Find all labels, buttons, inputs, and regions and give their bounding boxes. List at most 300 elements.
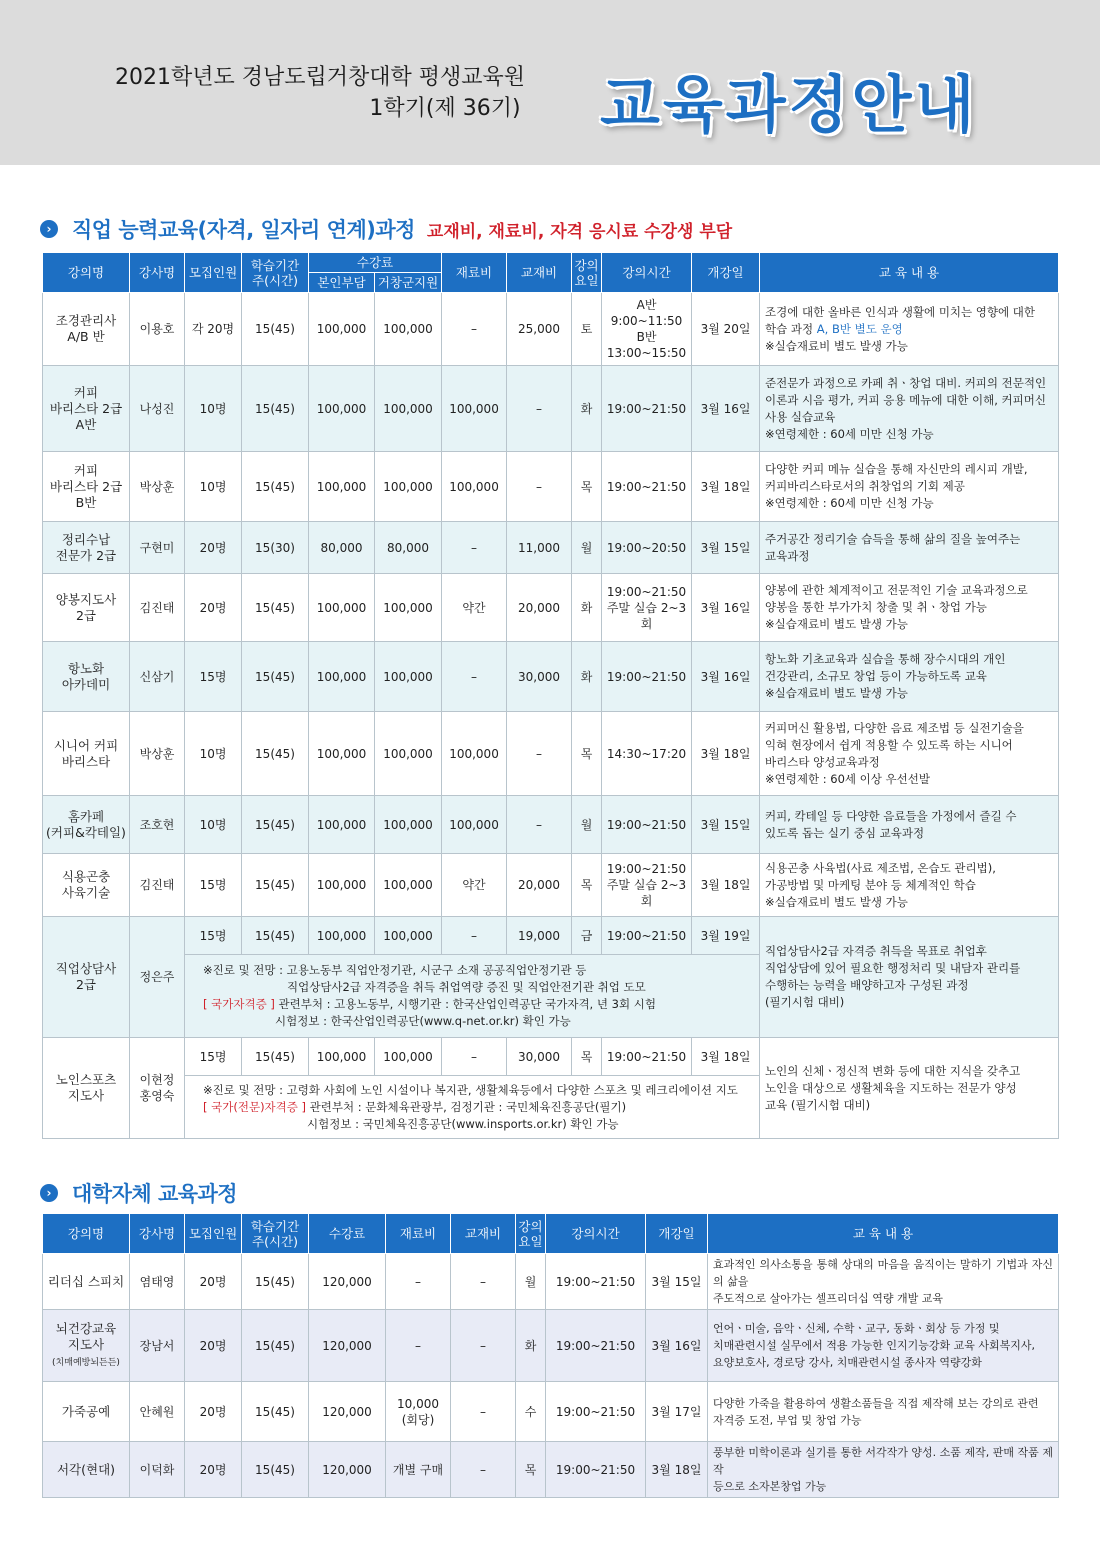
description-line: 건강관리, 소규모 창업 등이 가능하도록 교육 — [765, 669, 987, 683]
material-fee: – — [442, 642, 507, 712]
col-textbook: 교재비 — [507, 253, 572, 293]
study-period: 15(45) — [242, 452, 309, 522]
class-time — [602, 293, 692, 366]
description-line: ※실습재료비 별도 발생 가능 — [765, 894, 908, 909]
fee-self: 80,000 — [309, 522, 375, 574]
course-name — [43, 452, 130, 522]
class-time-line: 19:00~21:50 — [606, 817, 687, 832]
capacity: 10명 — [185, 366, 242, 452]
course-name-line: 2급 — [75, 607, 97, 623]
textbook-fee: – — [451, 1254, 516, 1310]
col-fee-self: 본인부담 — [309, 273, 375, 293]
class-time-line: A반 9:00~11:50 — [610, 298, 683, 328]
fee-self: 100,000 — [309, 293, 375, 366]
course-name — [43, 917, 130, 1038]
material-fee-line: – — [415, 1338, 421, 1353]
capacity: 20명 — [185, 1254, 242, 1310]
course-name-line: 2급 — [75, 977, 97, 992]
table-row — [43, 452, 1059, 522]
description-line: 가공방법 및 마케팅 분야 등 체계적인 학습 — [765, 877, 976, 892]
description-line: 커피, 칵테일 등 다양한 음료들을 가정에서 즐길 수 — [765, 808, 1017, 823]
col-period-line2: 주(시간) — [252, 272, 298, 288]
course-name-line: 서각(현대) — [56, 1461, 116, 1477]
class-day: 월 — [516, 1254, 546, 1310]
section2-heading — [40, 1178, 237, 1208]
course-name-line: 항노화 — [67, 660, 105, 676]
col-period-line1: 학습기간 — [250, 257, 300, 273]
class-time-line: 14:30~17:20 — [606, 746, 687, 761]
material-fee: 약간 — [442, 574, 507, 642]
instructor: 구현미 — [130, 522, 185, 574]
start-date: 3월 18일 — [692, 854, 760, 917]
fee-self: 100,000 — [309, 854, 375, 917]
description-line: ※실습재료비 별도 발생 가능 — [765, 338, 908, 353]
course-name-line: 가죽공예 — [61, 1403, 111, 1419]
study-period: 15(45) — [242, 1254, 309, 1310]
course-name — [43, 293, 130, 366]
capacity: 10명 — [185, 452, 242, 522]
class-day: 월 — [572, 796, 602, 854]
course-name-line: 식용곤충 — [61, 869, 111, 884]
course-name-line: A/B 반 — [67, 329, 105, 344]
study-period: 15(45) — [242, 293, 309, 366]
col-material: 재료비 — [442, 253, 507, 293]
col-instructor: 강사명 — [130, 1214, 185, 1254]
course-name — [43, 366, 130, 452]
col-day-line1: 강의 — [518, 1218, 543, 1234]
vocational-course-table — [42, 252, 1059, 1139]
section1-heading — [40, 214, 732, 244]
class-time-line: 19:00~21:50 — [606, 479, 687, 494]
instructor: 신삼기 — [130, 642, 185, 712]
table-row — [43, 642, 1059, 712]
description-line: 양봉을 통한 부가가치 창출 및 취ㆍ창업 가능 — [765, 600, 987, 614]
class-time: 19:00~21:50 — [602, 917, 692, 955]
note-line-wrap — [203, 1116, 618, 1133]
col-material: 재료비 — [386, 1214, 451, 1254]
instructor: 안혜원 — [130, 1382, 185, 1442]
class-time-line: 19:00~21:50 — [606, 584, 687, 599]
study-period: 15(30) — [242, 522, 309, 574]
material-fee: – — [442, 1038, 507, 1076]
col-fee-support: 거창군지원 — [375, 273, 442, 293]
fee-self: 100,000 — [309, 1038, 375, 1076]
course-name — [43, 796, 130, 854]
material-fee — [386, 1382, 451, 1442]
course-name-line: 홈카페 — [67, 808, 105, 824]
textbook-fee: 20,000 — [507, 854, 572, 917]
header-line2: 1학기(제 36기) — [369, 96, 521, 121]
description-line: 치매관련시설 실무에서 적용 가능한 인지기능강화 교육 사회복지사, — [713, 1339, 1036, 1352]
class-time-line: 19:00~21:50 — [606, 669, 687, 684]
material-fee: 약간 — [442, 854, 507, 917]
description-line: ※실습재료비 별도 발생 가능 — [765, 686, 908, 700]
class-time-line: 주말 실습 2~3회 — [606, 878, 687, 908]
course-description — [708, 1310, 1059, 1382]
fee-self: 100,000 — [309, 712, 375, 796]
description-line: 자격증 도전, 부업 및 창업 가능 — [713, 1413, 862, 1427]
description-line: 다양한 가죽을 활용하여 생활소품들을 직접 제작해 보는 강의로 관련 — [713, 1396, 1039, 1410]
start-date: 3월 18일 — [692, 452, 760, 522]
fee-self: 100,000 — [309, 796, 375, 854]
instructor: 조호현 — [130, 796, 185, 854]
page-header — [0, 0, 1100, 165]
description-line: ※연령제한 : 60세 미만 신청 가능 — [765, 426, 934, 441]
material-fee: 100,000 — [442, 712, 507, 796]
fee-support: 100,000 — [375, 712, 442, 796]
class-day: 목 — [572, 1038, 602, 1076]
fee-self: 100,000 — [309, 574, 375, 642]
class-time — [602, 452, 692, 522]
material-fee-line: (회당) — [401, 1412, 435, 1427]
table-row — [43, 917, 1059, 955]
table-row — [43, 293, 1059, 366]
col-period — [242, 1214, 309, 1254]
instructor: 김진태 — [130, 574, 185, 642]
class-time — [602, 796, 692, 854]
page-title: 교육과정안내 — [600, 68, 978, 141]
instructor: 이용호 — [130, 293, 185, 366]
study-period: 15(45) — [242, 1038, 309, 1076]
start-date: 3월 16일 — [646, 1310, 708, 1382]
col-start: 개강일 — [646, 1214, 708, 1254]
fee-support: 100,000 — [375, 642, 442, 712]
course-description — [760, 796, 1059, 854]
col-content: 교 육 내 용 — [760, 253, 1059, 293]
textbook-fee: – — [507, 366, 572, 452]
col-fee: 수강료 — [309, 253, 442, 273]
course-name — [43, 854, 130, 917]
study-period: 15(45) — [242, 574, 309, 642]
course-name-line: (치매예방뇌든든) — [52, 1357, 120, 1368]
description-line: 익혀 현장에서 쉽게 적용할 수 있도록 하는 시니어 — [765, 737, 1013, 752]
table-row — [43, 1254, 1059, 1310]
instructor — [130, 1038, 185, 1139]
course-description — [760, 1038, 1059, 1139]
course-name-line: 양봉지도사 — [55, 591, 117, 607]
course-name-line: 지도사 — [67, 1336, 105, 1352]
course-description — [708, 1254, 1059, 1310]
career-note — [185, 1076, 760, 1139]
course-description — [760, 917, 1059, 1038]
note-line-wrap — [203, 1013, 571, 1030]
course-name — [43, 522, 130, 574]
col-fee: 수강료 — [309, 1214, 386, 1254]
material-fee: – — [442, 293, 507, 366]
fee-support: 100,000 — [375, 917, 442, 955]
course-name-line: 아카데미 — [61, 676, 111, 692]
table-row — [43, 712, 1059, 796]
description-line: 주도적으로 살아가는 셀프리더십 역량 개발 교육 — [713, 1292, 944, 1305]
material-fee — [386, 1254, 451, 1310]
section1-title: 직업 능력교육(자격, 일자리 연계)과정 — [72, 218, 415, 242]
class-time: 19:00~21:50 — [546, 1310, 646, 1382]
course-name-line: B반 — [75, 494, 97, 510]
col-day-line1: 강의 — [574, 257, 599, 273]
course-name-line: 전문가 2급 — [55, 547, 117, 563]
class-time-line: B반 13:00~15:50 — [606, 330, 687, 360]
course-name-line: 바리스타 2급 — [49, 400, 123, 416]
textbook-fee: 20,000 — [507, 574, 572, 642]
description-line: 조경에 대한 올바른 인식과 생활에 미치는 영향에 대한 — [765, 304, 1035, 319]
material-fee: – — [442, 917, 507, 955]
course-name — [43, 1038, 130, 1139]
start-date: 3월 15일 — [692, 522, 760, 574]
col-start: 개강일 — [692, 253, 760, 293]
start-date: 3월 16일 — [692, 642, 760, 712]
fee-support: 100,000 — [375, 1038, 442, 1076]
instructor: 나성진 — [130, 366, 185, 452]
textbook-fee: 30,000 — [507, 642, 572, 712]
description-line: 있도록 돕는 실기 중심 교육과정 — [765, 825, 925, 840]
description-line: 학습 과정 — [765, 321, 817, 336]
description-line: 교육과정 — [765, 548, 810, 563]
class-time-line: 19:00~21:50 — [606, 401, 687, 416]
course-fee: 120,000 — [309, 1310, 386, 1382]
table-row — [43, 854, 1059, 917]
class-day: 수 — [516, 1382, 546, 1442]
col-course: 강의명 — [43, 253, 130, 293]
description-line: 언어ㆍ미술, 음악ㆍ신체, 수학ㆍ교구, 동화ㆍ회상 등 가정 및 — [713, 1322, 1000, 1335]
capacity: 15명 — [185, 642, 242, 712]
fee-support: 100,000 — [375, 293, 442, 366]
class-time — [602, 712, 692, 796]
col-textbook: 교재비 — [451, 1214, 516, 1254]
fee-support: 100,000 — [375, 854, 442, 917]
col-content: 교 육 내 용 — [708, 1214, 1059, 1254]
class-day: 화 — [572, 366, 602, 452]
capacity: 10명 — [185, 712, 242, 796]
col-course: 강의명 — [43, 1214, 130, 1254]
description-line: 노인을 대상으로 생활체육을 지도하는 전문가 양성 — [765, 1080, 1017, 1095]
chevron-right-icon: › — [40, 1184, 58, 1202]
capacity: 20명 — [185, 1382, 242, 1442]
course-name-line: 시니어 커피 — [53, 737, 119, 753]
class-time — [602, 642, 692, 712]
description-line: 풍부한 미학이론과 실기를 통한 서각작가 양성. 소품 제작, 판매 작품 제작 — [713, 1446, 1053, 1476]
col-day — [572, 253, 602, 293]
study-period: 15(45) — [242, 1442, 309, 1498]
course-name-line: 리더십 스피치 — [47, 1273, 125, 1289]
instructor: 박상훈 — [130, 712, 185, 796]
description-line: 항노화 기초교육과 실습을 통해 장수시대의 개인 — [765, 652, 1006, 666]
instructor: 이덕화 — [130, 1442, 185, 1498]
start-date: 3월 18일 — [646, 1442, 708, 1498]
material-fee: 100,000 — [442, 366, 507, 452]
capacity: 20명 — [185, 522, 242, 574]
description-line: 주거공간 정리기술 습득을 통해 삶의 질을 높여주는 — [765, 531, 1021, 546]
university-course-table — [42, 1213, 1059, 1498]
course-name-line: 노인스포츠 — [55, 1072, 117, 1087]
capacity: 각 20명 — [185, 293, 242, 366]
course-name — [43, 574, 130, 642]
course-name-line: 정리수납 — [61, 531, 111, 547]
course-description — [760, 642, 1059, 712]
instructor-line: 이현정 — [139, 1073, 175, 1087]
table-row — [43, 1038, 1059, 1076]
course-name — [43, 1442, 130, 1498]
note-line: [ 국가자격증 ] — [203, 997, 275, 1011]
course-name-line: (커피&칵테일) — [46, 824, 126, 840]
description-line: ※연령제한 : 60세 이상 우선선발 — [765, 771, 930, 786]
start-date: 3월 15일 — [692, 796, 760, 854]
section2-title: 대학자체 교육과정 — [72, 1182, 238, 1206]
course-description — [760, 854, 1059, 917]
study-period: 15(45) — [242, 854, 309, 917]
textbook-fee: 11,000 — [507, 522, 572, 574]
note-line: 관련부처 : 고용노동부, 시행기관 : 한국산업인력공단 국가자격, 년 3회 시험 — [274, 997, 656, 1011]
course-description — [760, 712, 1059, 796]
textbook-fee: – — [451, 1442, 516, 1498]
class-time-line: 19:00~20:50 — [606, 540, 687, 555]
col-period-line1: 학습기간 — [250, 1218, 300, 1234]
textbook-fee: – — [451, 1382, 516, 1442]
start-date: 3월 17일 — [646, 1382, 708, 1442]
instructor-line: 홍영숙 — [139, 1089, 175, 1103]
description-line: 노인의 신체ㆍ정신적 변화 등에 대한 지식을 갖추고 — [765, 1063, 1021, 1078]
class-time — [602, 366, 692, 452]
course-fee: 120,000 — [309, 1442, 386, 1498]
col-capacity: 모집인원 — [185, 1214, 242, 1254]
description-line: 식용곤충 사육법(사료 제조법, 온습도 관리법), — [765, 860, 996, 875]
fee-self: 100,000 — [309, 452, 375, 522]
fee-support: 100,000 — [375, 452, 442, 522]
start-date: 3월 18일 — [692, 712, 760, 796]
course-description — [708, 1382, 1059, 1442]
note-line: ※진로 및 전망 : 고령화 사회에 노인 시설이나 복지관, 생활체육등에서 다양한 스포츠 및 레크리에이션 지도 — [203, 1082, 738, 1097]
table-row — [43, 796, 1059, 854]
chevron-right-icon: › — [40, 220, 58, 238]
description-line: 커피바리스타로서의 취창업의 기회 제공 — [765, 479, 965, 493]
col-day-line2: 요일 — [574, 272, 599, 288]
study-period: 15(45) — [242, 1310, 309, 1382]
section1-note: 교재비, 재료비, 자격 응시료 수강생 부담 — [426, 221, 733, 242]
class-time — [602, 522, 692, 574]
textbook-fee: – — [451, 1310, 516, 1382]
col-period — [242, 253, 309, 293]
description-line: 사용 실습교육 — [765, 409, 836, 424]
description-line: 수행하는 능력을 배양하고자 구성된 과정 — [765, 978, 969, 992]
course-description — [760, 366, 1059, 452]
textbook-fee: – — [507, 712, 572, 796]
material-fee-line: – — [415, 1274, 421, 1289]
course-name-line: 지도사 — [67, 1088, 105, 1103]
course-fee: 120,000 — [309, 1254, 386, 1310]
capacity: 20명 — [185, 1310, 242, 1382]
class-day: 금 — [572, 917, 602, 955]
description-line: (필기시험 대비) — [765, 995, 845, 1009]
col-time: 강의시간 — [546, 1214, 646, 1254]
col-time: 강의시간 — [602, 253, 692, 293]
course-fee: 120,000 — [309, 1382, 386, 1442]
table-row — [43, 366, 1059, 452]
note-line: ※진로 및 전망 : 고용노동부 직업안정기관, 시군구 소재 공공직업안정기관 등 — [203, 963, 587, 977]
textbook-fee: 19,000 — [507, 917, 572, 955]
class-time-line: 주말 실습 2~3회 — [606, 600, 687, 631]
description-line: ※실습재료비 별도 발생 가능 — [765, 617, 908, 631]
note-line: 관련부처 : 문화체육관광부, 검정기관 : 국민체육진흥공단(필기) — [306, 1099, 627, 1114]
textbook-fee: – — [507, 452, 572, 522]
description-line: 직업상담사2급 자격증 취득을 목표로 취업후 — [765, 944, 987, 958]
start-date: 3월 20일 — [692, 293, 760, 366]
material-fee-line: 10,000 — [397, 1396, 439, 1411]
study-period: 15(45) — [242, 712, 309, 796]
material-fee: 100,000 — [442, 452, 507, 522]
description-line: ※연령제한 : 60세 미만 신청 가능 — [765, 496, 934, 510]
course-description — [708, 1442, 1059, 1498]
start-date: 3월 15일 — [646, 1254, 708, 1310]
description-line: 직업상담에 있어 필요한 행정처리 및 내담자 관리를 — [765, 961, 1021, 975]
note-line: 직업상담사2급 자격증을 취득 취업역량 증진 및 직업안전기관 취업 도모 — [287, 980, 646, 994]
class-time — [602, 574, 692, 642]
col-day-line2: 요일 — [518, 1233, 543, 1249]
class-time: 19:00~21:50 — [546, 1382, 646, 1442]
note-line-wrap — [203, 979, 646, 996]
fee-self: 100,000 — [309, 917, 375, 955]
course-name-line: 커피 — [73, 462, 99, 478]
course-name-line: 바리스타 2급 — [49, 478, 123, 494]
table-row — [43, 1382, 1059, 1442]
class-day: 토 — [572, 293, 602, 366]
course-name — [43, 1382, 130, 1442]
start-date: 3월 19일 — [692, 917, 760, 955]
course-name-line: 뇌건강교육 — [55, 1320, 117, 1336]
capacity: 15명 — [185, 854, 242, 917]
study-period: 15(45) — [242, 1382, 309, 1442]
instructor: 정은주 — [130, 917, 185, 1038]
description-line: 커피머신 활용법, 다양한 음료 제조법 등 실전기술을 — [765, 720, 1024, 735]
textbook-fee: 25,000 — [507, 293, 572, 366]
class-day: 화 — [516, 1310, 546, 1382]
col-day — [516, 1214, 546, 1254]
class-day: 월 — [572, 522, 602, 574]
description-line: 효과적인 의사소통을 통해 상대의 마음을 움직이는 말하기 기법과 자신의 삶을 — [713, 1258, 1053, 1288]
fee-support: 80,000 — [375, 522, 442, 574]
col-capacity: 모집인원 — [185, 253, 242, 293]
course-description — [760, 574, 1059, 642]
table-row — [43, 522, 1059, 574]
class-day: 목 — [572, 712, 602, 796]
capacity: 15명 — [185, 1038, 242, 1076]
fee-self: 100,000 — [309, 366, 375, 452]
capacity: 15명 — [185, 917, 242, 955]
fee-support: 100,000 — [375, 574, 442, 642]
study-period: 15(45) — [242, 796, 309, 854]
material-fee — [386, 1442, 451, 1498]
material-fee-line: 개별 구매 — [392, 1462, 444, 1477]
study-period: 15(45) — [242, 917, 309, 955]
class-day: 목 — [516, 1442, 546, 1498]
instructor: 염태영 — [130, 1254, 185, 1310]
description-line: 요양보호사, 경로당 강사, 치매관련시설 종사자 역량강화 — [713, 1356, 982, 1369]
material-fee: – — [442, 522, 507, 574]
class-time — [602, 854, 692, 917]
col-instructor: 강사명 — [130, 253, 185, 293]
class-day: 목 — [572, 854, 602, 917]
course-name-line: 사육기술 — [61, 885, 111, 900]
class-time: 19:00~21:50 — [602, 1038, 692, 1076]
course-name — [43, 1310, 130, 1382]
course-description — [760, 452, 1059, 522]
career-note — [185, 955, 760, 1038]
description-line: A, B반 별도 운영 — [816, 321, 903, 336]
course-description — [760, 293, 1059, 366]
class-day: 화 — [572, 642, 602, 712]
description-line: 등으로 소자본창업 가능 — [713, 1480, 827, 1493]
capacity: 20명 — [185, 574, 242, 642]
course-description — [760, 522, 1059, 574]
course-name-line: 바리스타 — [61, 753, 111, 769]
